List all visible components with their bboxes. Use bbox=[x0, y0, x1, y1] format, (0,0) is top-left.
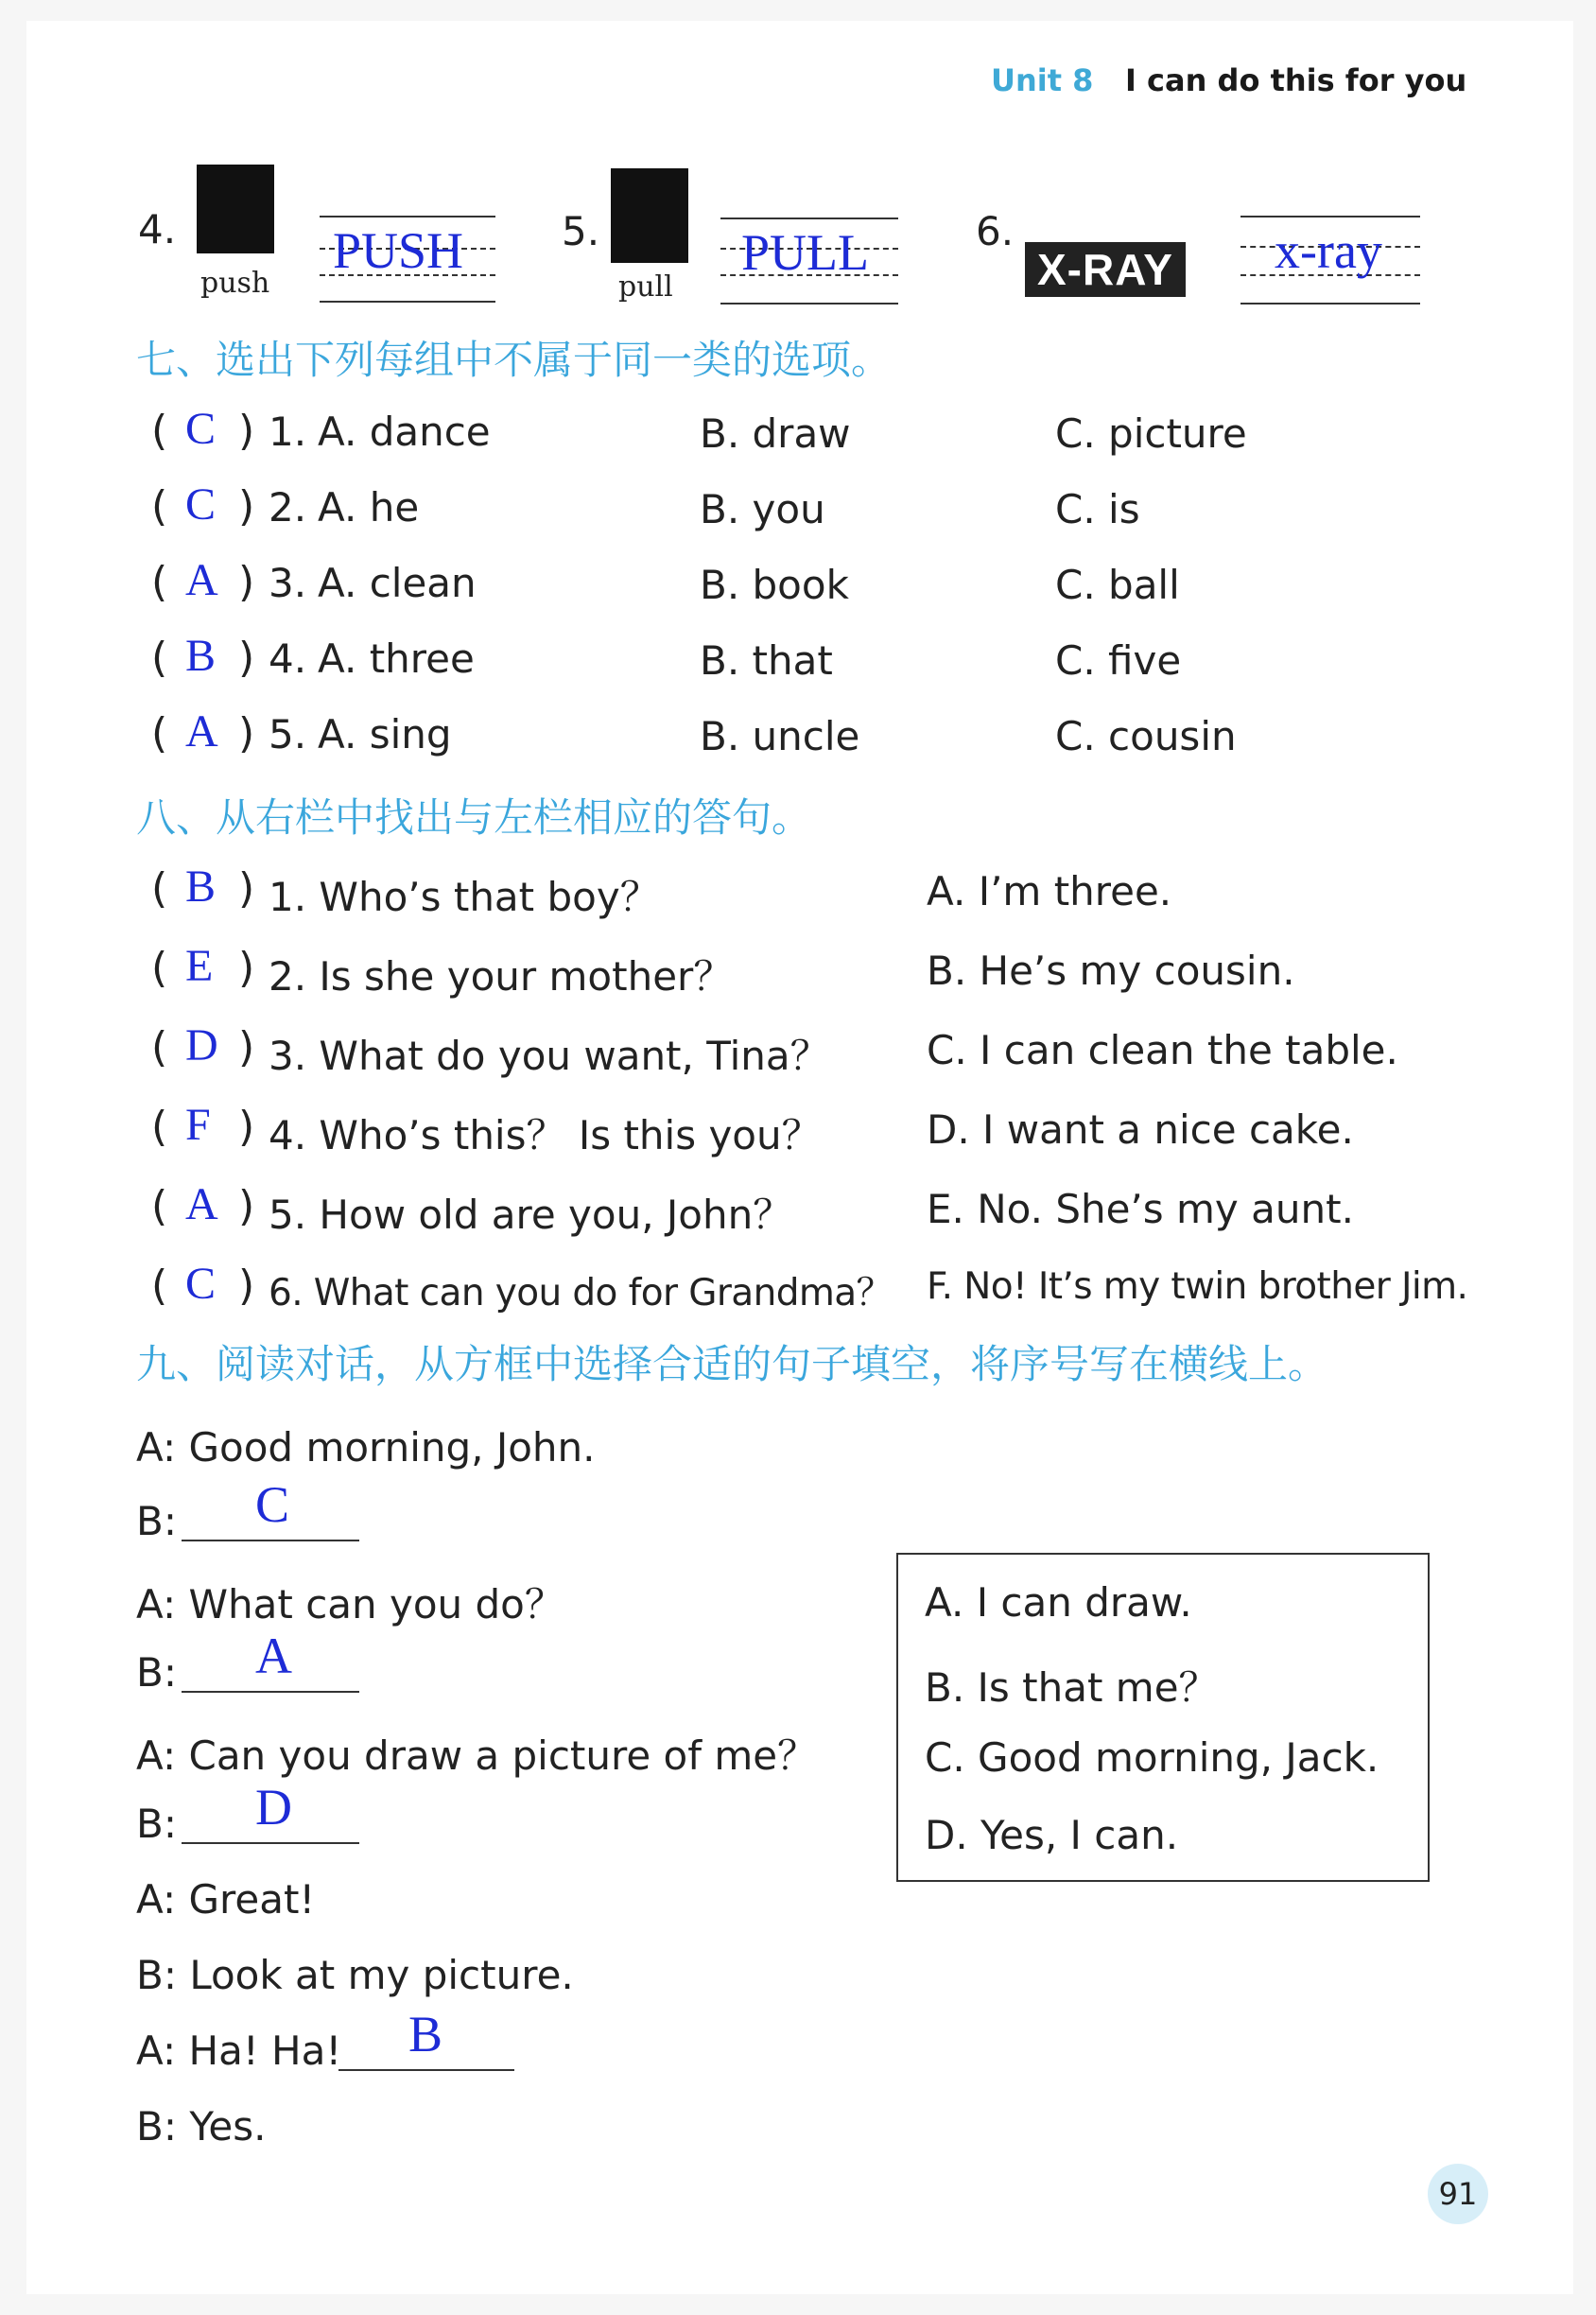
option-c: C. picture bbox=[1055, 410, 1247, 457]
paren-close: ) bbox=[238, 482, 255, 531]
paren-open: ( bbox=[151, 407, 168, 455]
paren-close: ) bbox=[238, 1103, 255, 1151]
answer-letter: C bbox=[185, 404, 217, 454]
paren-close: ) bbox=[238, 1023, 255, 1071]
paren-close: ) bbox=[238, 864, 255, 913]
reply: D. I want a nice cake. bbox=[927, 1106, 1354, 1153]
option-b: B. that bbox=[700, 637, 833, 684]
question: 1. Who’s that boy？ bbox=[269, 874, 660, 920]
answer-letter: F bbox=[185, 1100, 211, 1150]
section-7-title: 七、选出下列每组中不属于同一类的选项。 bbox=[136, 337, 892, 383]
question: 5. How old are you, John？ bbox=[269, 1192, 793, 1238]
option-a: A. clean bbox=[318, 560, 477, 606]
paren-close: ) bbox=[238, 709, 255, 757]
paren-open: ( bbox=[151, 709, 168, 757]
option-a: A. dance bbox=[318, 409, 491, 455]
item-number: 1. bbox=[269, 409, 307, 455]
dialogue-line: B: Look at my picture. bbox=[136, 1952, 574, 1998]
option-a: A. sing bbox=[318, 711, 452, 757]
answer-letter: D bbox=[185, 1020, 218, 1070]
dialogue-line: A: Ha! Ha! bbox=[136, 2028, 342, 2074]
blank-line bbox=[182, 1691, 359, 1693]
blank-answer: D bbox=[255, 1779, 292, 1836]
paren-open: ( bbox=[151, 864, 168, 913]
section-8-title: 八、从右栏中找出与左栏相应的答句。 bbox=[136, 794, 812, 841]
picture-number-5: 5. bbox=[562, 208, 600, 254]
answer-line-top bbox=[1240, 216, 1420, 218]
page-number: 91 bbox=[1428, 2164, 1488, 2224]
item-number: 5. bbox=[269, 711, 307, 757]
dialogue-line: A: What can you do？ bbox=[136, 1581, 564, 1627]
blank-answer: C bbox=[255, 1476, 290, 1533]
answer-letter: C bbox=[185, 1259, 217, 1309]
blank-answer: B bbox=[408, 2006, 443, 2063]
answer-line-top bbox=[320, 216, 495, 218]
question: 4. Who’s this？ Is this you？ bbox=[269, 1112, 822, 1158]
option-a: A. he bbox=[318, 484, 420, 531]
reply: E. No. She’s my aunt. bbox=[927, 1186, 1354, 1232]
answer-line-bottom bbox=[320, 301, 495, 303]
blank-answer: A bbox=[255, 1627, 292, 1684]
answer-xray: x-ray bbox=[1275, 222, 1382, 279]
pull-caption: pull bbox=[618, 270, 673, 304]
picture-number-6: 6. bbox=[976, 208, 1015, 254]
dialogue-line: B: bbox=[136, 1498, 177, 1544]
paren-open: ( bbox=[151, 634, 168, 682]
paren-close: ) bbox=[238, 558, 255, 606]
blank-line bbox=[338, 2069, 514, 2071]
paren-open: ( bbox=[151, 1103, 168, 1151]
answer-letter: C bbox=[185, 479, 217, 530]
blank-line bbox=[182, 1540, 359, 1541]
question: 6. What can you do for Grandma？ bbox=[269, 1272, 893, 1314]
answer-letter: A bbox=[185, 1179, 218, 1229]
option-sentence: B. Is that me？ bbox=[925, 1664, 1219, 1711]
answer-pull: PULL bbox=[741, 224, 869, 281]
dialogue-line: B: bbox=[136, 1801, 177, 1847]
option-b: B. you bbox=[700, 486, 825, 532]
option-b: B. book bbox=[700, 562, 849, 608]
question: 2. Is she your mother？ bbox=[269, 953, 734, 1000]
option-sentence: C. Good morning, Jack. bbox=[925, 1734, 1379, 1781]
pull-picture bbox=[611, 168, 688, 263]
paren-close: ) bbox=[238, 944, 255, 992]
option-sentence: A. I can draw. bbox=[925, 1579, 1192, 1626]
picture-number-4: 4. bbox=[138, 206, 177, 252]
option-b: B. uncle bbox=[700, 713, 860, 759]
unit-title: I can do this for you bbox=[1125, 62, 1467, 98]
option-c: C. is bbox=[1055, 486, 1140, 532]
paren-open: ( bbox=[151, 1262, 168, 1310]
blank-line bbox=[182, 1842, 359, 1844]
reply: C. I can clean the table. bbox=[927, 1027, 1398, 1073]
answer-letter: A bbox=[185, 706, 218, 757]
option-c: C. ball bbox=[1055, 562, 1180, 608]
paren-close: ) bbox=[238, 1262, 255, 1310]
answer-line-bottom bbox=[720, 303, 898, 305]
reply: F. No! It’s my twin brother Jim. bbox=[927, 1265, 1468, 1308]
answer-line-bottom bbox=[1240, 303, 1420, 305]
section-9-title: 九、阅读对话，从方框中选择合适的句子填空，将序号写在横线上。 bbox=[136, 1341, 1328, 1387]
answer-letter: E bbox=[185, 941, 214, 991]
answer-push: PUSH bbox=[333, 222, 464, 279]
dialogue-line: A: Good morning, John. bbox=[136, 1424, 596, 1471]
item-number: 3. bbox=[269, 560, 307, 606]
paren-close: ) bbox=[238, 1182, 255, 1230]
paren-close: ) bbox=[238, 634, 255, 682]
item-number: 4. bbox=[269, 635, 307, 682]
dialogue-line: A: Great! bbox=[136, 1876, 316, 1923]
option-sentence: D. Yes, I can. bbox=[925, 1812, 1179, 1858]
paren-open: ( bbox=[151, 1182, 168, 1230]
dialogue-line: B: Yes. bbox=[136, 2103, 267, 2150]
paren-close: ) bbox=[238, 407, 255, 455]
reply: A. I’m three. bbox=[927, 868, 1172, 914]
answer-line-top bbox=[720, 218, 898, 219]
paren-open: ( bbox=[151, 944, 168, 992]
dialogue-line: A: Can you draw a picture of me？ bbox=[136, 1732, 818, 1779]
option-c: C. five bbox=[1055, 637, 1182, 684]
push-picture bbox=[197, 165, 274, 253]
option-c: C. cousin bbox=[1055, 713, 1237, 759]
unit-label: Unit 8 bbox=[991, 62, 1094, 98]
paren-open: ( bbox=[151, 482, 168, 531]
paren-open: ( bbox=[151, 558, 168, 606]
question: 3. What do you want, Tina？ bbox=[269, 1033, 830, 1079]
answer-letter: B bbox=[185, 631, 217, 681]
answer-letter: B bbox=[185, 862, 217, 912]
xray-sign: X-RAY bbox=[1027, 244, 1184, 295]
option-b: B. draw bbox=[700, 410, 851, 457]
option-a: A. three bbox=[318, 635, 475, 682]
paren-open: ( bbox=[151, 1023, 168, 1071]
push-caption: push bbox=[200, 267, 270, 300]
item-number: 2. bbox=[269, 484, 307, 531]
reply: B. He’s my cousin. bbox=[927, 948, 1295, 994]
answer-letter: A bbox=[185, 555, 218, 605]
dialogue-line: B: bbox=[136, 1649, 177, 1696]
